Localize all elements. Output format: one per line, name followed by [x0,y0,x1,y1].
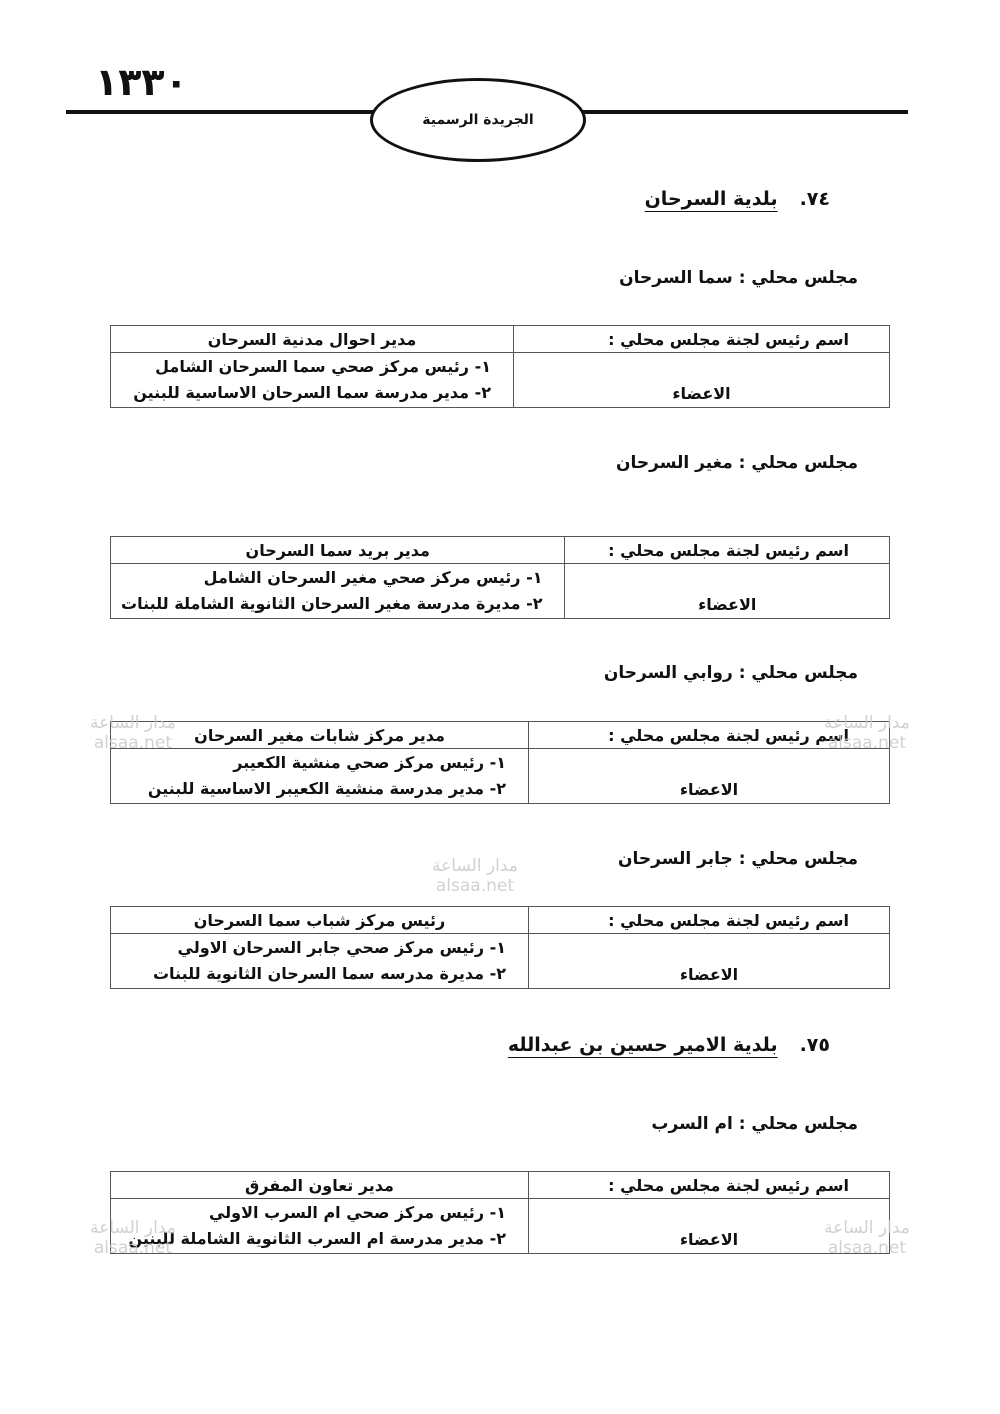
members-label: الاعضاء [565,564,890,619]
page-number: ١٣٣٠ [95,60,188,104]
watermark-arabic: مدار الساعة [90,713,176,733]
section-heading [645,188,830,210]
member-item: ٢- مديرة مدرسه سما السرحان الثانوية للبنات [152,964,506,983]
member-item: ١- رئيس مركز صحي منشية الكعيبر [233,753,506,772]
section-title: بلدية السرحان [644,188,778,210]
chair-value: مدير احوال مدنية السرحان [111,326,514,353]
chair-label: اسم رئيس لجنة مجلس محلي : [514,326,890,353]
chair-label: اسم رئيس لجنة مجلس محلي : [529,1172,890,1199]
members-list [111,934,529,989]
chair-label: اسم رئيس لجنة مجلس محلي : [565,537,890,564]
members-label: الاعضاء [514,353,890,408]
watermark-latin: alsaa.net [435,876,514,896]
member-item: ١- رئيس مركز صحي سما السرحان الشامل [155,357,491,376]
section-title: بلدية الامير حسين بن عبدالله [507,1034,778,1056]
member-item: ٢- مدير مدرسة منشية الكعيبر الاساسية للبنين [147,779,506,798]
council-label: مجلس محلي : سما السرحان [619,268,858,288]
member-item: ١- رئيس مركز صحي مغير السرحان الشامل [203,568,543,587]
member-item: ١- رئيس مركز صحي ام السرب الاولي [208,1203,506,1222]
section-heading [508,1034,830,1056]
chair-value: رئيس مركز شباب سما السرحان [111,907,529,934]
watermark-arabic: مدار الساعة [90,1218,176,1238]
watermark [824,1218,910,1258]
member-item: ٢- مديرة مدرسة مغير السرحان الثانوية الشاملة للبنات [121,594,543,613]
member-item: ٢- مدير مدرسة ام السرب الثانوية الشاملة للبنين [128,1229,506,1248]
chair-value: مدير مركز شابات مغير السرحان [111,722,529,749]
watermark [824,713,910,753]
watermark-arabic: مدار الساعة [824,1218,910,1238]
watermark-latin: alsaa.net [827,1238,906,1258]
council-table [110,906,890,989]
watermark-arabic: مدار الساعة [824,713,910,733]
watermark-latin: alsaa.net [93,733,172,753]
council-label: مجلس محلي : روابي السرحان [603,663,858,683]
member-item: ٢- مدير مدرسة سما السرحان الاساسية للبنين [133,383,491,402]
members-label: الاعضاء [529,934,890,989]
chair-label: اسم رئيس لجنة مجلس محلي : [529,907,890,934]
section-number: ٧٤. [799,188,830,210]
members-label: الاعضاء [529,749,890,804]
gazette-title: الجريدة الرسمية [422,112,534,128]
council-table [110,1171,890,1254]
watermark-latin: alsaa.net [827,733,906,753]
chair-label: اسم رئيس لجنة مجلس محلي : [529,722,890,749]
council-table [110,721,890,804]
members-label: الاعضاء [529,1199,890,1254]
council-label: مجلس محلي : مغير السرحان [615,453,858,473]
member-item: ١- رئيس مركز صحي جابر السرحان الاولي [177,938,506,957]
members-list [111,564,565,619]
watermark [90,713,176,753]
chair-value: مدير بريد سما السرحان [111,537,565,564]
council-table [110,536,890,619]
council-label: مجلس محلي : جابر السرحان [618,849,858,869]
members-list [111,749,529,804]
watermark-latin: alsaa.net [93,1238,172,1258]
council-table [110,325,890,408]
gazette-title-badge [370,78,586,162]
council-label: مجلس محلي : ام السرب [651,1114,858,1134]
watermark [432,856,518,896]
section-number: ٧٥. [799,1034,830,1056]
chair-value: مدير تعاون المفرق [111,1172,529,1199]
members-list [111,353,514,408]
watermark-arabic: مدار الساعة [432,856,518,876]
watermark [90,1218,176,1258]
